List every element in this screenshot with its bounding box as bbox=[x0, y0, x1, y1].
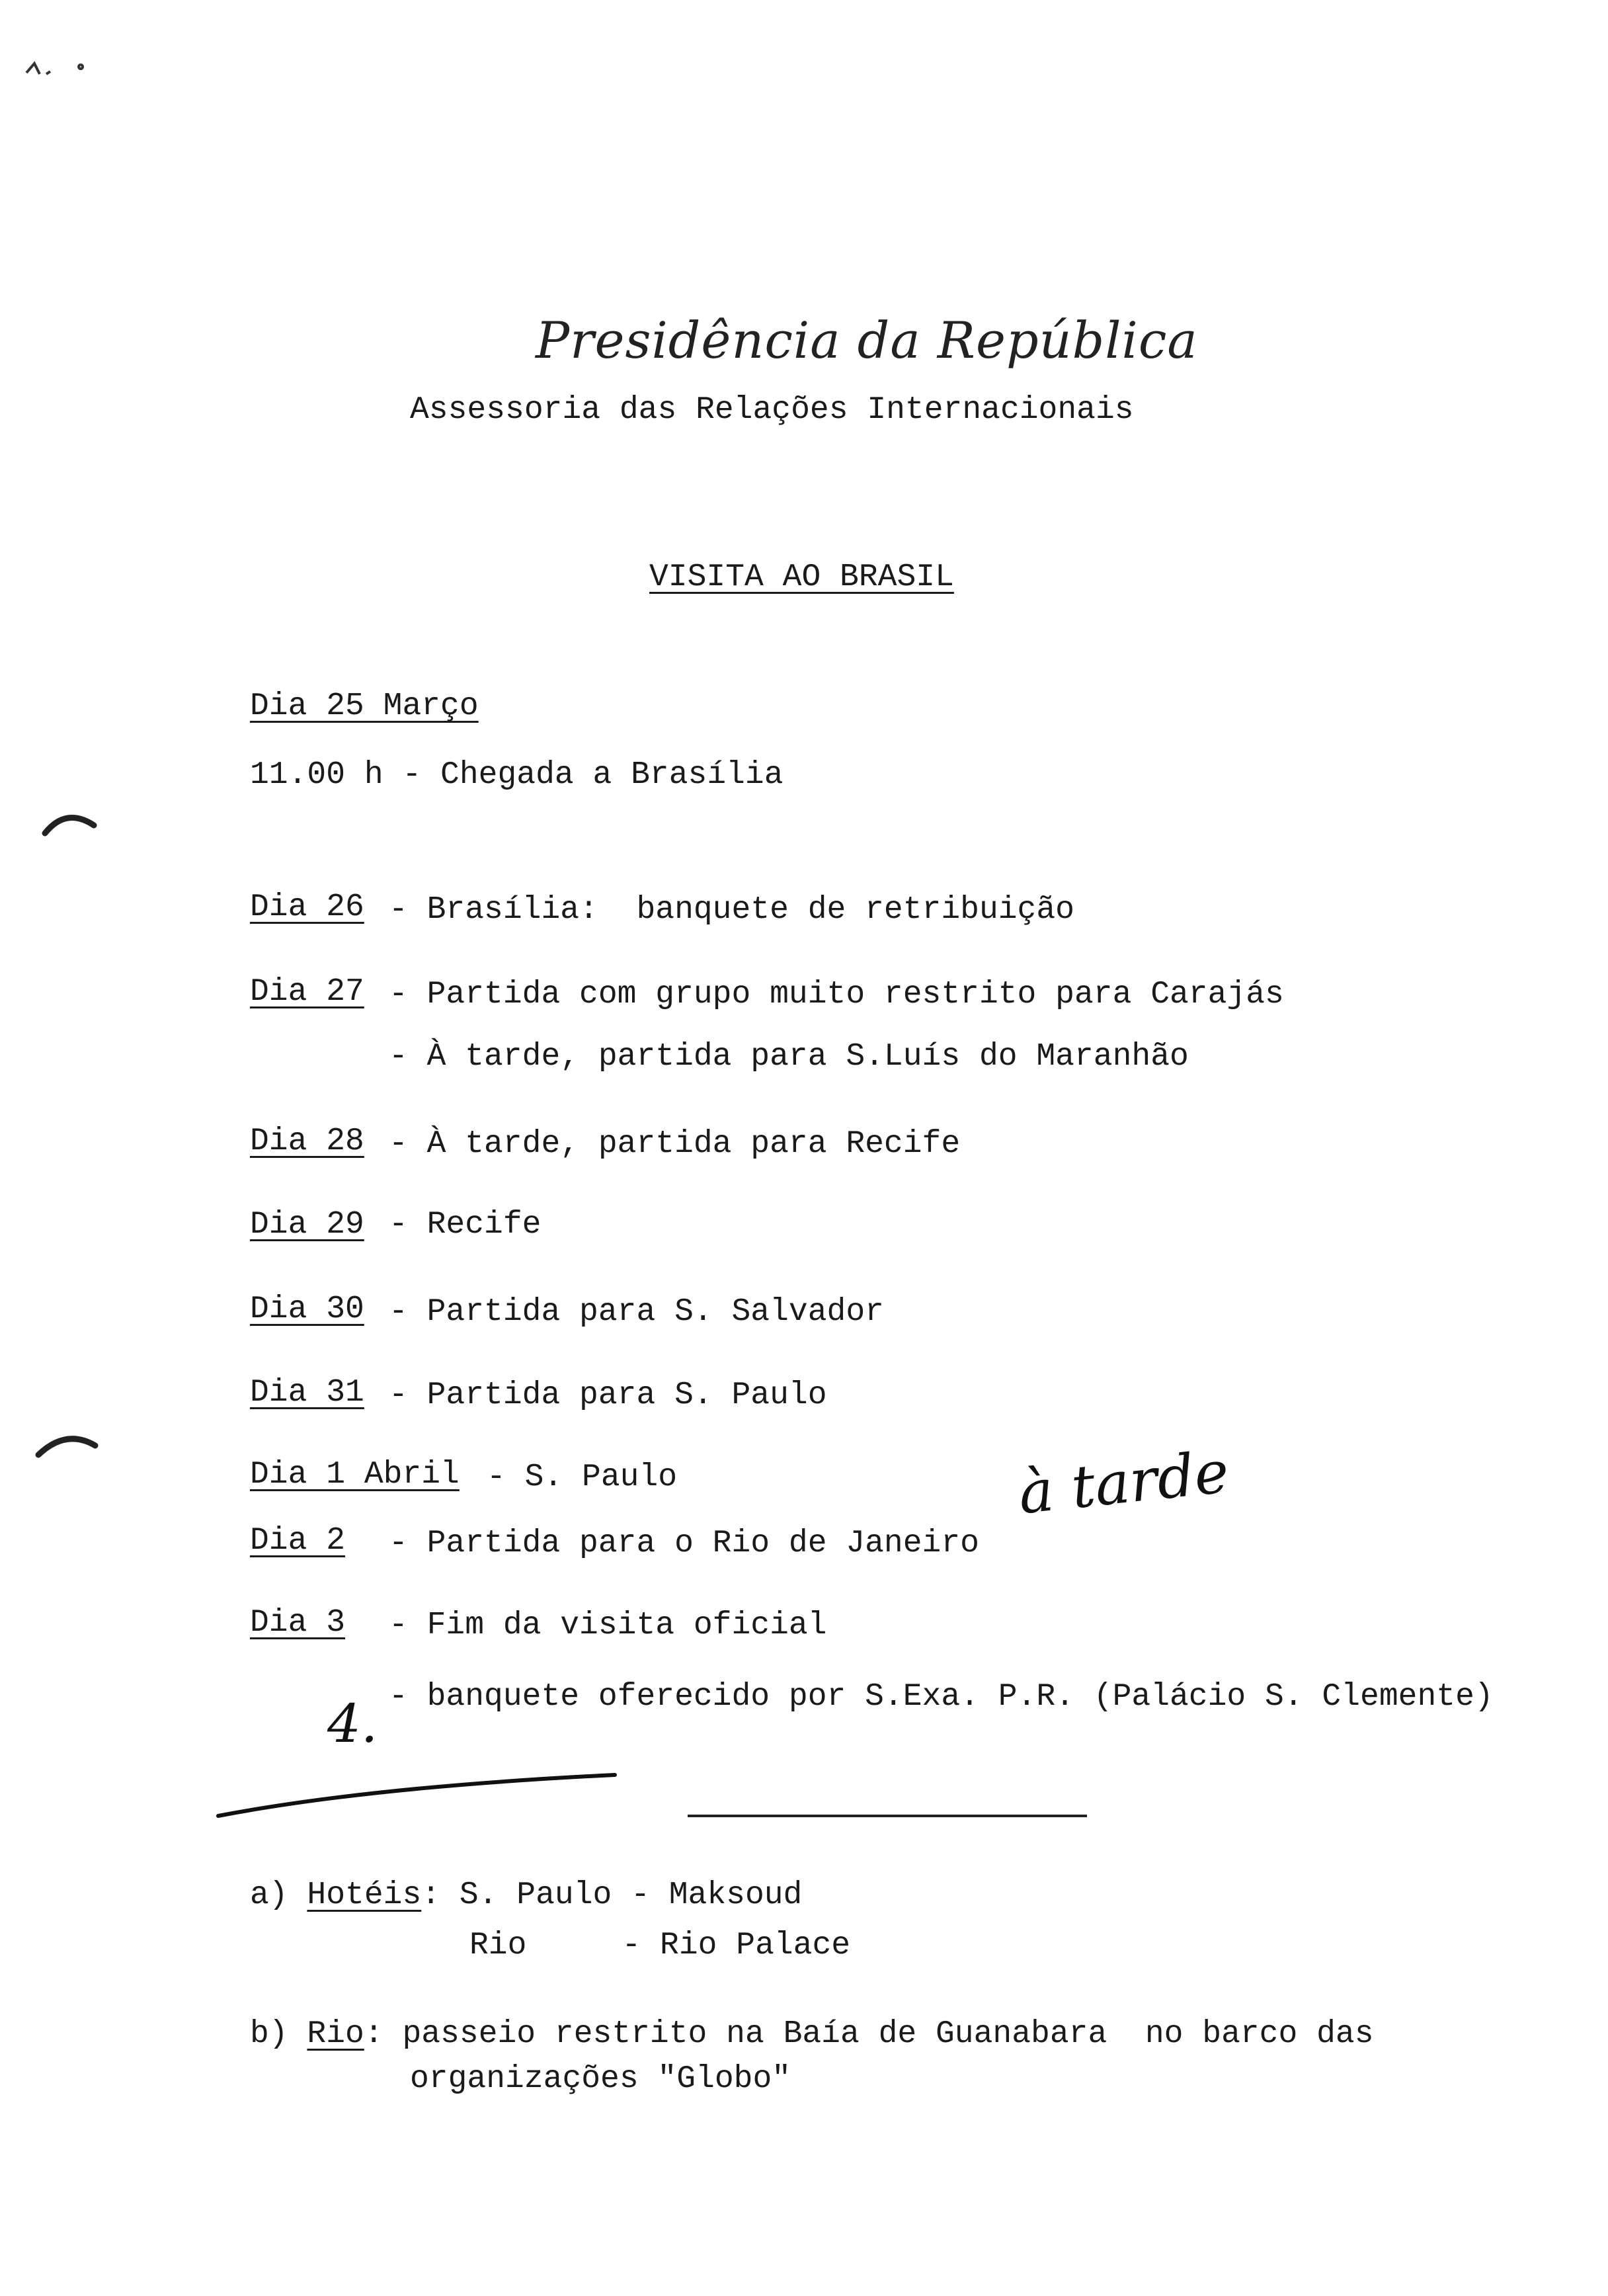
letterhead-script: Presidência da República bbox=[536, 311, 1198, 370]
day-label: Dia 25 Março bbox=[250, 688, 479, 724]
note-a-line2: Rio - Rio Palace bbox=[469, 1928, 851, 1963]
office-name: Assessoria das Relações Internacionais bbox=[410, 392, 1134, 428]
day-label: Dia 28 bbox=[250, 1124, 364, 1159]
schedule-entry: - Partida para S. Paulo bbox=[389, 1377, 827, 1413]
note-label: Rio bbox=[307, 2016, 364, 2052]
note-a bbox=[250, 1875, 802, 1915]
handwritten-note: à tarde bbox=[1015, 1437, 1232, 1528]
day-label: Dia 31 bbox=[250, 1375, 364, 1411]
day-label: Dia 30 bbox=[250, 1292, 364, 1327]
note-b bbox=[250, 2014, 1374, 2054]
note-text: S. Paulo - Maksoud bbox=[459, 1877, 803, 1913]
day-label: Dia 29 bbox=[250, 1207, 364, 1243]
schedule-entry: - Recife bbox=[389, 1207, 542, 1243]
day-label: Dia 1 Abril bbox=[250, 1457, 460, 1493]
note-b-line2: organizações "Globo" bbox=[410, 2061, 791, 2097]
note-colon: : bbox=[421, 1877, 441, 1913]
handwritten-rule bbox=[218, 1775, 615, 1816]
note-text: passeio restrito na Baía de Guanabara no barco das bbox=[402, 2016, 1374, 2052]
note-marker: b) bbox=[250, 2016, 288, 2052]
schedule-entry: - Partida com grupo muito restrito para Carajás bbox=[389, 977, 1284, 1012]
schedule-entry: - À tarde, partida para Recife bbox=[389, 1126, 961, 1162]
punch-hole-mark bbox=[38, 1439, 95, 1455]
document-title: VISITA AO BRASIL bbox=[649, 559, 954, 595]
schedule-entry: - banquete oferecido por S.Exa. P.R. (Palácio S. Clemente) bbox=[389, 1679, 1494, 1715]
day-label: Dia 27 bbox=[250, 974, 364, 1010]
punch-hole-mark bbox=[45, 817, 94, 833]
schedule-entry: - Brasília: banquete de retribuição bbox=[389, 892, 1074, 928]
corner-mark bbox=[26, 63, 83, 74]
handwritten-number: 4. bbox=[327, 1693, 378, 1754]
schedule-entry: 11.00 h - Chegada a Brasília bbox=[250, 757, 784, 793]
schedule-entry: - Partida para o Rio de Janeiro bbox=[389, 1526, 979, 1561]
day-label: Dia 3 bbox=[250, 1605, 346, 1641]
note-label: Hotéis bbox=[307, 1877, 422, 1913]
day-label: Dia 2 bbox=[250, 1523, 346, 1559]
schedule-entry: - À tarde, partida para S.Luís do Maranhão bbox=[389, 1039, 1189, 1075]
schedule-entry: - Partida para S. Salvador bbox=[389, 1294, 884, 1330]
schedule-entry: - Fim da visita oficial bbox=[389, 1608, 827, 1643]
note-marker: a) bbox=[250, 1877, 288, 1913]
schedule-entry: - S. Paulo bbox=[487, 1459, 678, 1495]
note-colon: : bbox=[364, 2016, 383, 2052]
day-label: Dia 26 bbox=[250, 889, 364, 925]
